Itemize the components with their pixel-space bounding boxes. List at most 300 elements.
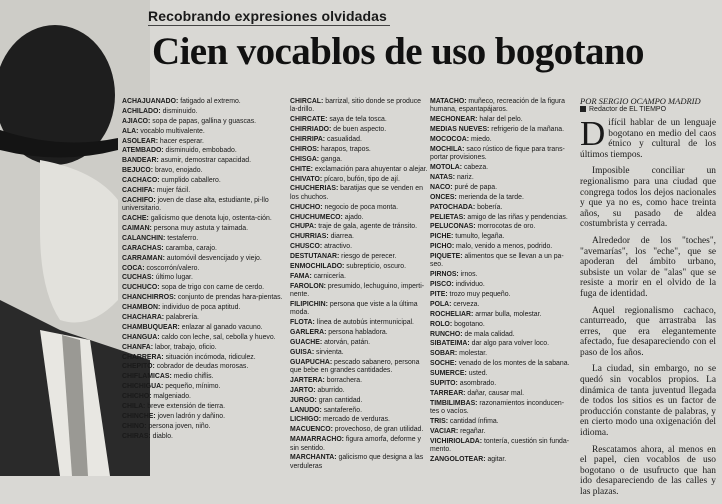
- glossary-term: CHANFA:: [122, 343, 154, 351]
- glossary-term: MATACHO:: [430, 98, 467, 105]
- glossary-entry: [290, 359, 430, 376]
- glossary-definition: bobería.: [477, 203, 503, 211]
- glossary-entry: [122, 118, 290, 126]
- glossary-entry: [430, 331, 570, 339]
- glossary-entry: [122, 324, 290, 332]
- glossary-term: CHANCHIRROS:: [122, 294, 176, 302]
- glossary-term: GUAPUCHA:: [290, 358, 333, 366]
- glossary-entry: [290, 339, 430, 347]
- glossary-term: JARTERA:: [290, 376, 325, 384]
- glossary-term: CHILA:: [122, 403, 146, 411]
- glossary-term: ONCES:: [430, 193, 457, 201]
- glossary-definition: dar algo para volver loco.: [471, 340, 549, 348]
- glossary-term: CHITE:: [290, 165, 313, 173]
- glossary-term: CHARRERA:: [122, 353, 164, 361]
- glossary-term: MOCHILA:: [430, 145, 465, 153]
- glossary-definition: razonamientos inconducen-tes o vacíos.: [430, 399, 565, 416]
- glossary-entry: [122, 354, 290, 362]
- glossary-entry: [290, 166, 430, 174]
- glossary-entry: [430, 184, 570, 192]
- glossary-term: CHISGA:: [290, 155, 320, 163]
- glossary-term: MOTOLA:: [430, 164, 463, 172]
- glossary-definition: puré de papa.: [454, 183, 498, 191]
- glossary-entry: [122, 225, 290, 233]
- glossary-definition: baratijas que se venden en los chuchos.: [290, 185, 423, 201]
- glossary-entry: [122, 215, 290, 223]
- glossary-entry: [430, 136, 570, 144]
- glossary-term: PIQUETE:: [430, 253, 463, 261]
- glossary-entry: [430, 311, 570, 319]
- glossary-entry: [430, 360, 570, 368]
- glossary-definition: línea de autobús intermunicipal.: [316, 319, 414, 327]
- glossary-definition: ajado.: [344, 213, 364, 221]
- kicker-divider: [148, 25, 390, 26]
- glossary-definition: asumir, demostrar capacidad.: [160, 157, 252, 165]
- glossary-entry: [430, 418, 570, 426]
- glossary-definition: de mala calidad.: [464, 330, 515, 338]
- glossary-term: RUNCHO:: [430, 330, 463, 338]
- glossary-definition: caramba, carajo.: [165, 244, 217, 252]
- glossary-entry: [290, 329, 430, 337]
- glossary-definition: disminuido.: [162, 107, 198, 115]
- glossary-term: CHEPITO:: [122, 363, 155, 371]
- glossary-term: GUACHE:: [290, 338, 323, 346]
- glossary-entry: [430, 380, 570, 388]
- glossary-definition: tontería, cuestión sin funda-mento.: [430, 437, 570, 454]
- glossary-term: CHUPA:: [290, 223, 317, 231]
- glossary-term: CARACHAS:: [122, 244, 164, 252]
- glossary-entry: [122, 274, 290, 282]
- glossary-definition: cabeza.: [463, 164, 489, 172]
- glossary-definition: molestar.: [459, 350, 488, 358]
- glossary-entry: [122, 98, 290, 106]
- glossary-term: CACHE:: [122, 215, 149, 223]
- glossary-definition: cantidad ínfima.: [449, 418, 499, 426]
- glossary-definition: barrizal, sitio donde se produce la-drillo.: [290, 98, 421, 114]
- glossary-entry: [430, 340, 570, 348]
- article-essay: [580, 114, 716, 504]
- glossary-term: TIMBILIMBAS:: [430, 399, 478, 407]
- glossary-definition: galicismo que denota lujo, ostenta-ción.: [150, 215, 272, 223]
- glossary-entry: [290, 214, 430, 222]
- glossary-term: LICHIGO:: [290, 416, 322, 424]
- glossary-entry: [122, 433, 290, 441]
- glossary-definition: pícaro, bufón, tipo de ají.: [324, 175, 400, 183]
- essay-paragraph-1: [580, 114, 716, 160]
- glossary-term: BEJUCO:: [122, 167, 154, 175]
- glossary-definition: alimentos que se llevan a un pa-seo.: [430, 253, 564, 269]
- glossary-entry: [290, 233, 430, 241]
- essay-paragraph-5: La ciudad, sin embargo, no se quedó sin vocablos propios. La dinámica de tanta juventud llegada de todos los sitios es un factor de producción constante de palabras, y en cierto modo una oxigenación del idioma.: [580, 364, 716, 439]
- glossary-entry: [122, 138, 290, 146]
- glossary-term: CACHACO:: [122, 177, 160, 185]
- glossary-definition: nariz.: [456, 173, 474, 181]
- glossary-entry: [430, 428, 570, 436]
- glossary-definition: joven ladrón y dañino.: [157, 412, 226, 420]
- glossary-entry: [122, 363, 290, 371]
- glossary-definition: breve extensión de tierra.: [147, 403, 226, 411]
- glossary-entry: [290, 146, 430, 154]
- glossary-term: CHIFLAMICAS:: [122, 373, 172, 381]
- glossary-term: CUCHAS:: [122, 274, 154, 282]
- glossary-term: MECHONEAR:: [430, 116, 478, 124]
- glossary-definition: miedo.: [470, 135, 492, 143]
- glossary-entry: [290, 136, 430, 144]
- square-bullet-icon: [580, 106, 586, 112]
- glossary-definition: refrigerio de la mañana.: [491, 126, 565, 134]
- glossary-entry: [290, 349, 430, 357]
- glossary-entry: [430, 98, 570, 115]
- glossary-entry: [430, 126, 570, 134]
- glossary-term: ROCHELIAR:: [430, 310, 474, 318]
- glossary-entry: [122, 314, 290, 322]
- glossary-term: PICHO:: [430, 243, 455, 251]
- essay-paragraph-3: Alrededor de los "toches", "avemarías", los "eche", que se apoderan del ámbito urbano, subsiste un volar de "alas" que se resiste a morir en el olvido de la fuga de identidad.: [580, 235, 716, 299]
- glossary-term: ACHILADO:: [122, 107, 161, 115]
- glossary-definition: conjunto de prendas hara-pientas.: [177, 294, 283, 302]
- glossary-entry: [122, 294, 290, 302]
- glossary-term: CHIVATO:: [290, 175, 323, 183]
- glossary-term: POLA:: [430, 300, 452, 308]
- glossary-entry: [122, 423, 290, 431]
- glossary-entry: [290, 436, 430, 453]
- glossary-term: MARCHANTA:: [290, 454, 337, 462]
- glossary-term: ENMOCHILADO:: [290, 262, 345, 270]
- glossary-term: LANUDO:: [290, 406, 322, 414]
- essay-paragraph-2: Imposible conciliar un regionalismo para una ciudad que congrega todos los dejos nacionales y que ya no es, como hace treinta años, su pasado de aldea costumbrista y cerrada.: [580, 166, 716, 230]
- glossary-term: CHIRCATE:: [290, 116, 328, 124]
- glossary-term: CHANGUA:: [122, 333, 160, 341]
- glossary-definition: mujer fácil.: [156, 187, 191, 195]
- glossary-term: TARREAR:: [430, 389, 466, 397]
- glossary-term: FAROLON:: [290, 282, 326, 290]
- glossary-entry: [122, 393, 290, 401]
- glossary-entry: [430, 321, 570, 329]
- glossary-entry: [290, 176, 430, 184]
- glossary-term: JURGO:: [290, 396, 317, 404]
- glossary-definition: amigo de las riñas y pendencias.: [467, 213, 568, 221]
- glossary-column-1: [122, 98, 290, 443]
- glossary-definition: disminuido, embobado.: [165, 147, 237, 155]
- glossary-definition: caldo con leche, sal, cebolla y huevo.: [161, 333, 276, 341]
- glossary-definition: automóvil desvencijado y viejo.: [166, 254, 262, 262]
- glossary-term: MOCOCOA:: [430, 135, 470, 143]
- glossary-definition: santafereño.: [323, 406, 363, 414]
- glossary-term: ZANGOLOTEAR:: [430, 455, 486, 463]
- glossary-entry: [122, 197, 290, 214]
- glossary-entry: [122, 235, 290, 243]
- glossary-definition: testaferro.: [167, 234, 199, 242]
- glossary-entry: [430, 291, 570, 299]
- glossary-definition: persona que viste a la última moda.: [290, 300, 418, 317]
- glossary-definition: riesgo de perecer.: [341, 253, 397, 261]
- glossary-term: CARRAMAN:: [122, 254, 165, 262]
- glossary-term: CHIRRIADO:: [290, 126, 332, 134]
- glossary-definition: halar del pelo.: [479, 116, 523, 124]
- glossary-entry: [290, 156, 430, 164]
- glossary-entry: [290, 98, 430, 115]
- glossary-term: CHICHO:: [122, 393, 152, 401]
- glossary-definition: traje de gala, agente de tránsito.: [318, 223, 418, 231]
- glossary-entry: [430, 370, 570, 378]
- glossary-definition: mercado de verduras.: [322, 416, 390, 424]
- glossary-term: GARLERA:: [290, 329, 327, 336]
- glossary-term: CHAMBUQUEAR:: [122, 323, 180, 331]
- glossary-term: CHUCHUMECO:: [290, 213, 343, 221]
- glossary-definition: persona muy astuta y taimada.: [153, 224, 249, 232]
- glossary-entry: [290, 204, 430, 212]
- glossary-definition: labor, trabajo, oficio.: [154, 343, 217, 351]
- glossary-term: FLOTA:: [290, 319, 315, 327]
- glossary-entry: [122, 157, 290, 165]
- glossary-entry: [290, 426, 430, 434]
- glossary-definition: persona habladora.: [328, 329, 388, 336]
- glossary-entry: [122, 255, 290, 263]
- glossary-term: PISCO:: [430, 281, 454, 289]
- glossary-entry: [290, 454, 430, 471]
- glossary-entry: [122, 128, 290, 136]
- glossary-definition: malo, venido a menos, podrido.: [456, 243, 553, 251]
- glossary-definition: diablo.: [152, 432, 173, 440]
- glossary-entry: [122, 245, 290, 253]
- glossary-definition: enlazar al ganado vacuno.: [181, 323, 263, 331]
- glossary-term: CHIRCAL:: [290, 98, 324, 105]
- glossary-entry: [122, 284, 290, 292]
- glossary-definition: presumido, lechuguino, imperti-nente.: [290, 282, 425, 299]
- glossary-term: CHIROS:: [290, 145, 320, 153]
- byline-role-text: Redactor de EL TIEMPO: [589, 106, 667, 113]
- glossary-definition: cerveza.: [453, 300, 480, 308]
- glossary-entry: [430, 233, 570, 241]
- glossary-term: PATOCHADA:: [430, 203, 476, 211]
- glossary-definition: fatigado al extremo.: [180, 98, 241, 105]
- glossary-entry: [290, 185, 430, 202]
- glossary-column-2: [290, 98, 430, 473]
- glossary-term: NACO:: [430, 183, 453, 191]
- glossary-term: TRIS:: [430, 418, 448, 426]
- glossary-term: VACIAR:: [430, 427, 459, 435]
- glossary-term: CHACHARA:: [122, 314, 165, 321]
- glossary-term: SOBAR:: [430, 350, 458, 358]
- glossary-entry: [430, 116, 570, 124]
- glossary-entry: [290, 253, 430, 261]
- glossary-term: PIRNOS:: [430, 271, 459, 279]
- byline-author: POR SERGIO OCAMPO MADRID: [580, 96, 701, 106]
- glossary-term: ASOLEAR:: [122, 137, 158, 145]
- glossary-term: NATAS:: [430, 173, 456, 181]
- glossary-term: CHINO:: [122, 422, 147, 430]
- glossary-term: CHIRAS:: [122, 432, 151, 440]
- glossary-definition: atorván, patán.: [324, 338, 371, 346]
- glossary-definition: saya de tela tosca.: [329, 116, 387, 124]
- glossary-term: CACHIFO:: [122, 196, 156, 204]
- glossary-term: FAMA:: [290, 272, 312, 280]
- glossary-definition: bogotano.: [454, 320, 485, 328]
- glossary-entry: [290, 273, 430, 281]
- glossary-definition: medio chiflis.: [173, 373, 214, 381]
- glossary-entry: [122, 373, 290, 381]
- glossary-definition: bravo, enojado.: [154, 167, 203, 175]
- glossary-term: CHINCHE:: [122, 412, 156, 420]
- glossary-entry: [122, 413, 290, 421]
- glossary-entry: [290, 116, 430, 124]
- glossary-entry: [122, 383, 290, 391]
- glossary-definition: pescado sabanero, persona que bebe en grandes cantidades.: [290, 358, 420, 374]
- glossary-term: VICHIRIOLADA:: [430, 437, 483, 445]
- glossary-entry: [430, 438, 570, 455]
- glossary-entry: [430, 146, 570, 163]
- glossary-column-3: [430, 98, 570, 466]
- glossary-definition: figura amorfa, deforme y sin sentido.: [290, 436, 421, 452]
- glossary-definition: exclamación para ahuyentar o alejar.: [314, 165, 428, 173]
- glossary-entry: [122, 334, 290, 342]
- glossary-entry: [122, 187, 290, 195]
- glossary-entry: [290, 263, 430, 271]
- glossary-definition: atractivo.: [324, 243, 353, 251]
- glossary-term: PICHE:: [430, 233, 454, 241]
- glossary-entry: [430, 164, 570, 172]
- glossary-term: CHUSCO:: [290, 243, 323, 251]
- glossary-definition: trozo muy pequeño.: [449, 291, 511, 299]
- glossary-definition: galicismo que designa a las verduleras: [290, 454, 424, 470]
- glossary-term: SOCHE:: [430, 360, 457, 368]
- glossary-entry: [430, 214, 570, 222]
- glossary-definition: sirvienta.: [316, 348, 344, 356]
- glossary-definition: merienda de la tarde.: [458, 193, 524, 201]
- glossary-entry: [430, 271, 570, 279]
- glossary-definition: palabrería.: [166, 314, 199, 321]
- glossary-entry: [430, 281, 570, 289]
- glossary-term: CHUCHERIAS:: [290, 185, 339, 193]
- glossary-entry: [430, 400, 570, 417]
- essay-paragraph-text: ifícil hablar de un lenguaje bogotano en medio del caos étnico y cultural de los últimos tiempos.: [580, 118, 716, 160]
- glossary-definition: dañar, causar mal.: [467, 389, 525, 397]
- glossary-term: GUISA:: [290, 348, 315, 356]
- glossary-entry: [122, 147, 290, 155]
- glossary-entry: [290, 126, 430, 134]
- glossary-definition: regañar.: [460, 427, 486, 435]
- glossary-definition: vocablo multivalente.: [140, 127, 205, 135]
- glossary-definition: provechoso, de gran utilidad.: [334, 426, 424, 434]
- glossary-definition: ganga.: [321, 155, 343, 163]
- glossary-term: SUPITO:: [430, 380, 458, 388]
- glossary-term: CALANCHIN:: [122, 234, 166, 242]
- glossary-entry: [290, 223, 430, 231]
- glossary-definition: cobrador de deudas morosas.: [156, 363, 249, 371]
- essay-paragraph-6: Rescatamos ahora, al menos en el papel, cien vocablos de uso bogotano o de usufructo que han ido desapareciendo de las calles y las plazas.: [580, 444, 716, 497]
- glossary-definition: situación incómoda, ridiculez.: [165, 353, 256, 361]
- glossary-definition: de buen aspecto.: [333, 126, 387, 134]
- glossary-term: CAIMAN:: [122, 224, 152, 232]
- glossary-entry: [122, 403, 290, 411]
- glossary-term: CHICHIGUA:: [122, 383, 164, 391]
- glossary-entry: [122, 265, 290, 273]
- glossary-definition: individuo de poca aptitud.: [162, 304, 241, 312]
- glossary-entry: [290, 319, 430, 327]
- glossary-entry: [430, 253, 570, 270]
- glossary-entry: [122, 177, 290, 185]
- glossary-definition: venado de los montes de la sabana.: [458, 360, 570, 368]
- glossary-definition: diarrea.: [330, 233, 354, 241]
- glossary-entry: [430, 243, 570, 251]
- glossary-term: CHUCHO:: [290, 203, 323, 211]
- glossary-term: ALA:: [122, 127, 139, 135]
- glossary-entry: [290, 377, 430, 385]
- glossary-term: CACHIFA:: [122, 187, 155, 195]
- glossary-definition: pequeño, mínimo.: [165, 383, 221, 391]
- glossary-definition: agitar.: [487, 455, 507, 463]
- glossary-term: ACHAJUANADO:: [122, 98, 179, 105]
- glossary-term: BANDEAR:: [122, 157, 159, 165]
- glossary-entry: [430, 350, 570, 358]
- glossary-definition: saco rústico de fique para trans-portar provisiones.: [430, 145, 565, 162]
- glossary-term: CHIRRIPA:: [290, 135, 326, 143]
- glossary-definition: hacer esperar.: [159, 137, 204, 145]
- glossary-definition: armar bulla, molestar.: [475, 310, 542, 318]
- glossary-definition: malgeniado.: [153, 393, 191, 401]
- glossary-entry: [430, 204, 570, 212]
- glossary-term: CHURRIAS:: [290, 233, 329, 241]
- glossary-definition: asombrado.: [459, 380, 497, 388]
- glossary-term: COCA:: [122, 264, 145, 272]
- glossary-entry: [430, 456, 570, 464]
- glossary-definition: carnicería.: [313, 272, 346, 280]
- glossary-definition: aburrido.: [317, 386, 345, 394]
- glossary-entry: [430, 390, 570, 398]
- glossary-definition: usted.: [468, 370, 488, 378]
- glossary-entry: [122, 344, 290, 352]
- glossary-term: PITE:: [430, 291, 448, 299]
- glossary-entry: [290, 407, 430, 415]
- section-kicker: Recobrando expresiones olvidadas: [148, 8, 387, 24]
- glossary-definition: coscorrón/valero.: [146, 264, 200, 272]
- glossary-entry: [290, 301, 430, 318]
- glossary-entry: [122, 304, 290, 312]
- glossary-entry: [290, 416, 430, 424]
- glossary-definition: sopa de trigo con carne de cerdo.: [161, 284, 265, 292]
- glossary-definition: irnos.: [460, 271, 478, 279]
- glossary-entry: [430, 223, 570, 231]
- glossary-definition: borrachera.: [326, 376, 363, 384]
- glossary-term: SIBATEIMA:: [430, 340, 470, 348]
- glossary-definition: persona joven, niño.: [148, 422, 211, 430]
- glossary-definition: individuo.: [455, 281, 485, 289]
- glossary-term: CUCHUCO:: [122, 284, 160, 292]
- glossary-entry: [122, 167, 290, 175]
- glossary-definition: negocio de poca monta.: [324, 203, 399, 211]
- article-headline: Cien vocablos de uso bogotano: [152, 30, 644, 73]
- glossary-term: AJIACO:: [122, 117, 151, 125]
- glossary-term: CHAMBON:: [122, 304, 161, 312]
- glossary-definition: casualidad.: [327, 135, 362, 143]
- glossary-definition: gran cantidad.: [318, 396, 363, 404]
- glossary-definition: tumulto, legaña.: [455, 233, 505, 241]
- glossary-definition: último lugar.: [155, 274, 193, 282]
- glossary-definition: joven de clase alta, estudiante, pi-llo universitario.: [122, 196, 269, 213]
- glossary-term: DESTUTANAR:: [290, 253, 340, 261]
- glossary-term: PELIETAS:: [430, 213, 466, 221]
- glossary-term: PELUCONAS:: [430, 223, 476, 231]
- glossary-term: JARTO:: [290, 386, 316, 394]
- glossary-entry: [290, 387, 430, 395]
- byline-role: [580, 106, 666, 113]
- glossary-definition: harapos, trapos.: [321, 145, 371, 153]
- glossary-definition: subrepticio, oscuro.: [346, 262, 407, 270]
- glossary-term: ATEMBADO:: [122, 147, 164, 155]
- glossary-definition: muñeco, recreación de la figura humana, espantapájaros.: [430, 98, 565, 114]
- glossary-entry: [430, 301, 570, 309]
- glossary-term: SUMERCE:: [430, 370, 467, 378]
